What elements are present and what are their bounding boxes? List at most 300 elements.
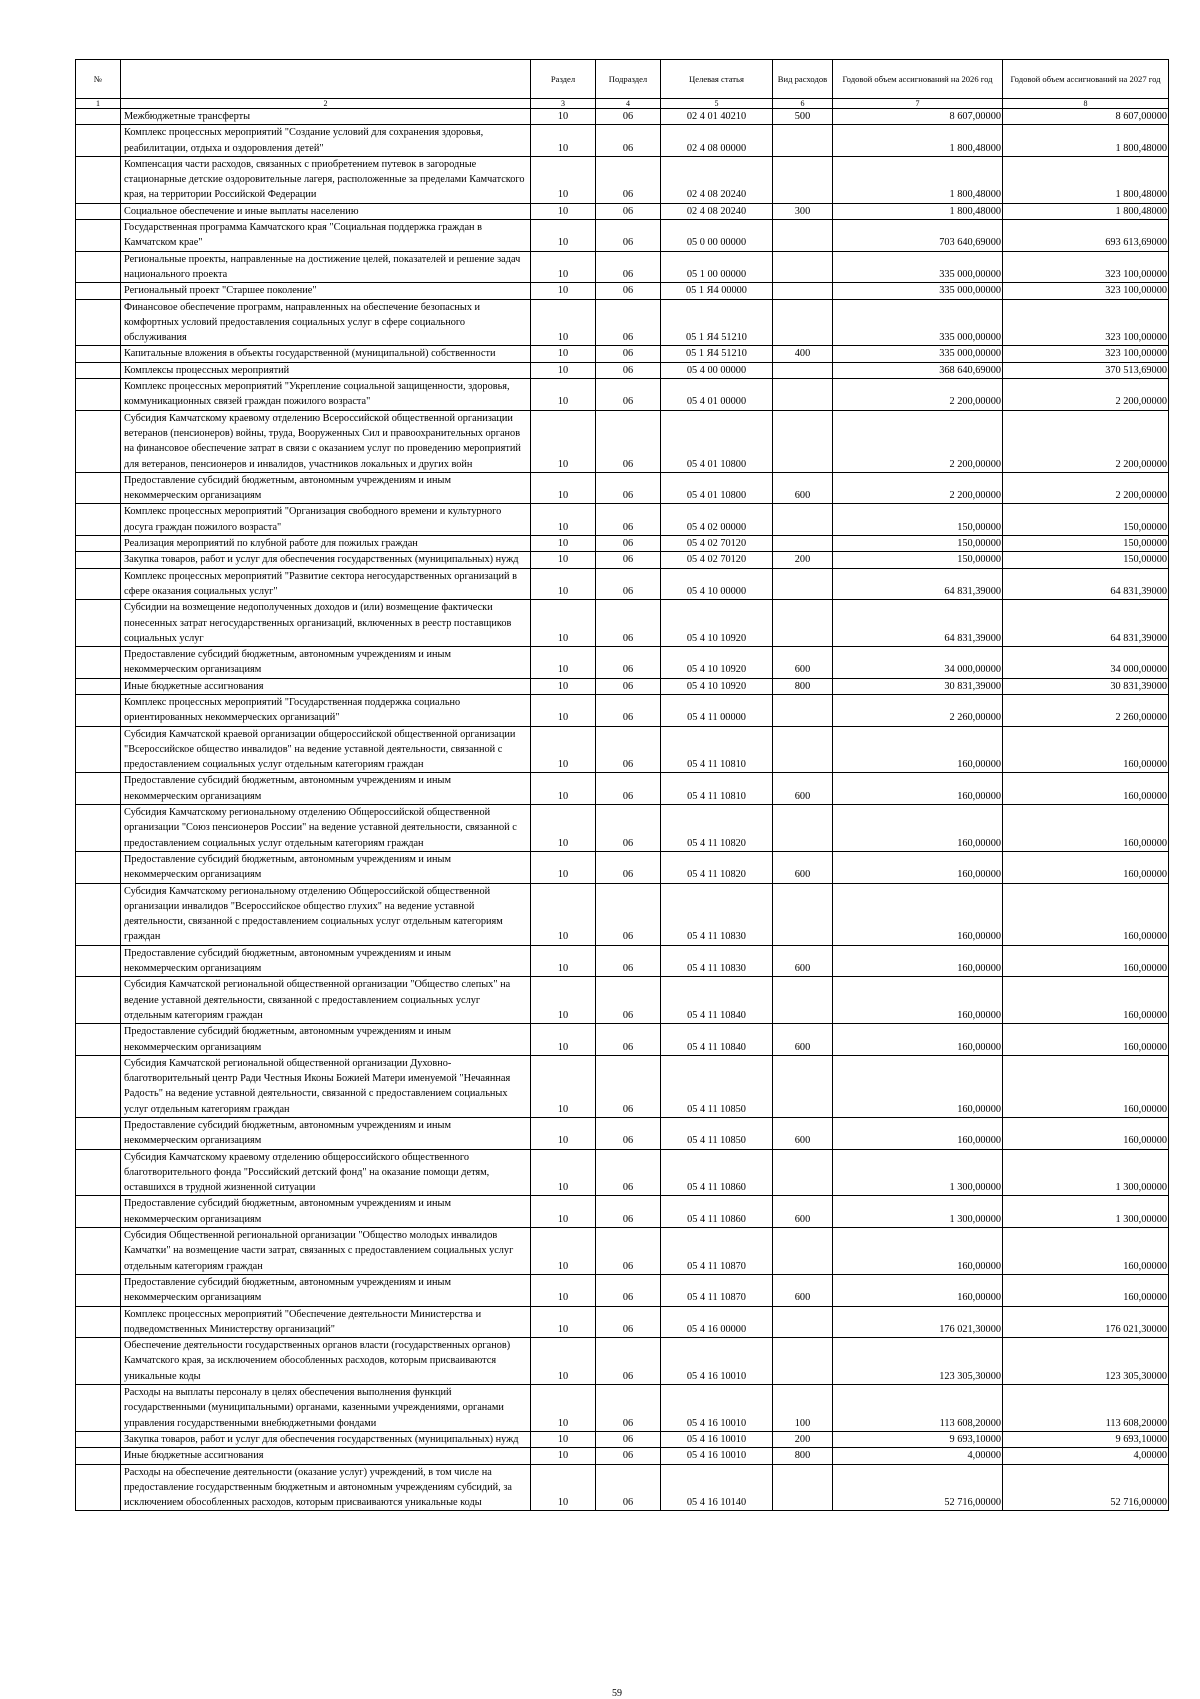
table-row [76,109,1169,125]
cell-no [76,109,121,125]
cell-name: Субсидия Камчатской региональной общественной организации Духовно-благотворительный центр Ради Честныя Иконы Божией Матери именуемой "Нечаянная Радость" на ведение уставной деятельности, связанной с предоставлением социальных услуг отдельным категориям граждан [121,1055,531,1117]
cell-expense-type [773,362,833,378]
cell-section: 10 [531,1055,596,1117]
cell-volume-2026: 335 000,00000 [833,346,1003,362]
table-row [76,568,1169,600]
cell-volume-2026: 703 640,69000 [833,220,1003,252]
cell-subsection: 06 [596,472,661,504]
cell-section: 10 [531,1274,596,1306]
cell-subsection: 06 [596,647,661,679]
cell-volume-2027: 323 100,00000 [1003,251,1169,283]
cell-subsection: 06 [596,805,661,852]
cell-volume-2027: 64 831,39000 [1003,568,1169,600]
budget-document [75,59,1169,1511]
cell-volume-2026: 335 000,00000 [833,299,1003,346]
cell-subsection: 06 [596,203,661,219]
cell-no [76,251,121,283]
cell-section: 10 [531,1431,596,1447]
cell-volume-2027: 323 100,00000 [1003,346,1169,362]
cell-expense-type [773,694,833,726]
cell-name: Субсидия Камчатской краевой организации общероссийской общественной организации "Всероссийское общество инвалидов" на ведение уставной деятельности, связанной с предоставлением социальных услуг отдельным категориям граждан [121,726,531,773]
cell-section: 10 [531,203,596,219]
cell-name: Комплекс процессных мероприятий "Государственная поддержка социально ориентированных некоммерческих организаций" [121,694,531,726]
cell-target-article: 05 4 10 00000 [661,568,773,600]
cell-no [76,1118,121,1150]
page-number: 59 [612,1688,622,1699]
table-row [76,1464,1169,1511]
cell-target-article: 05 4 16 00000 [661,1306,773,1338]
cell-expense-type [773,1149,833,1196]
cell-name: Предоставление субсидий бюджетным, автономным учреждениям и иным некоммерческим организациям [121,647,531,679]
cell-volume-2026: 160,00000 [833,726,1003,773]
cell-section: 10 [531,1118,596,1150]
cell-volume-2026: 160,00000 [833,1228,1003,1275]
table-row [76,552,1169,568]
cell-expense-type [773,1228,833,1275]
cell-no [76,1448,121,1464]
cell-volume-2026: 9 693,10000 [833,1431,1003,1447]
cell-section: 10 [531,977,596,1024]
table-row [76,156,1169,203]
table-row [76,203,1169,219]
cell-target-article: 05 4 11 10850 [661,1118,773,1150]
cell-section: 10 [531,1306,596,1338]
cell-name: Комплекс процессных мероприятий "Организация свободного времени и культурного досуга граждан пожилого возраста" [121,504,531,536]
cell-volume-2027: 693 613,69000 [1003,220,1169,252]
cell-volume-2026: 1 800,48000 [833,156,1003,203]
cell-expense-type: 600 [773,1024,833,1056]
cell-subsection: 06 [596,1196,661,1228]
cell-name: Субсидия Общественной региональной организации "Общество молодых инвалидов Камчатки" на возмещение части затрат, связанных с предоставлением социальных услуг отдельным категориям граждан [121,1228,531,1275]
cell-volume-2027: 160,00000 [1003,883,1169,945]
cell-subsection: 06 [596,1306,661,1338]
cell-target-article: 05 4 02 70120 [661,552,773,568]
cell-volume-2027: 1 800,48000 [1003,156,1169,203]
header-num-2: 2 [121,99,531,109]
cell-target-article: 05 4 01 10800 [661,472,773,504]
cell-volume-2027: 150,00000 [1003,504,1169,536]
table-row [76,1385,1169,1432]
table-row [76,283,1169,299]
cell-name: Предоставление субсидий бюджетным, автономным учреждениям и иным некоммерческим организациям [121,1024,531,1056]
cell-expense-type: 500 [773,109,833,125]
table-row [76,1024,1169,1056]
cell-volume-2027: 323 100,00000 [1003,299,1169,346]
cell-volume-2026: 160,00000 [833,773,1003,805]
cell-section: 10 [531,600,596,647]
cell-name: Субсидия Камчатскому региональному отделению Общероссийской общественной организации "Союз пенсионеров России" на ведение уставной деятельности, связанной с предоставлением социальных услуг отдельным категориям граждан [121,805,531,852]
cell-subsection: 06 [596,1228,661,1275]
cell-volume-2027: 160,00000 [1003,1055,1169,1117]
header-name [121,60,531,99]
cell-volume-2026: 160,00000 [833,1274,1003,1306]
header-target-article: Целевая статья [661,60,773,99]
table-row [76,220,1169,252]
cell-expense-type [773,568,833,600]
cell-no [76,362,121,378]
table-row [76,504,1169,536]
cell-name: Предоставление субсидий бюджетным, автономным учреждениям и иным некоммерческим организациям [121,773,531,805]
header-volume-2026: Годовой объем ассигнований на 2026 год [833,60,1003,99]
cell-target-article: 02 4 01 40210 [661,109,773,125]
cell-volume-2027: 113 608,20000 [1003,1385,1169,1432]
table-row [76,647,1169,679]
cell-subsection: 06 [596,1118,661,1150]
cell-subsection: 06 [596,1149,661,1196]
cell-name: Комплекс процессных мероприятий "Обеспечение деятельности Министерства и подведомственных Министерству организаций" [121,1306,531,1338]
table-row [76,1055,1169,1117]
cell-volume-2026: 335 000,00000 [833,283,1003,299]
cell-name: Иные бюджетные ассигнования [121,1448,531,1464]
cell-volume-2026: 150,00000 [833,552,1003,568]
cell-no [76,299,121,346]
cell-subsection: 06 [596,251,661,283]
cell-no [76,678,121,694]
cell-volume-2027: 160,00000 [1003,851,1169,883]
cell-expense-type: 800 [773,678,833,694]
cell-no [76,1274,121,1306]
cell-name: Государственная программа Камчатского края "Социальная поддержка граждан в Камчатском крае" [121,220,531,252]
cell-subsection: 06 [596,1464,661,1511]
cell-section: 10 [531,125,596,157]
cell-name: Субсидия Камчатскому региональному отделению Общероссийской общественной организации инвалидов "Всероссийское общество глухих" на ведение уставной деятельности, связанной с предоставлением социальных услуг отдельным категориям граждан [121,883,531,945]
cell-volume-2027: 2 260,00000 [1003,694,1169,726]
cell-no [76,1149,121,1196]
cell-subsection: 06 [596,851,661,883]
cell-no [76,647,121,679]
cell-volume-2026: 150,00000 [833,504,1003,536]
cell-expense-type: 400 [773,346,833,362]
cell-volume-2026: 160,00000 [833,1118,1003,1150]
cell-subsection: 06 [596,694,661,726]
cell-name: Предоставление субсидий бюджетным, автономным учреждениям и иным некоммерческим организациям [121,472,531,504]
cell-target-article: 05 4 11 10810 [661,773,773,805]
cell-expense-type [773,977,833,1024]
table-row [76,379,1169,411]
cell-expense-type [773,883,833,945]
cell-target-article: 05 4 02 70120 [661,536,773,552]
cell-subsection: 06 [596,379,661,411]
cell-no [76,851,121,883]
cell-volume-2026: 160,00000 [833,883,1003,945]
cell-volume-2027: 160,00000 [1003,726,1169,773]
cell-volume-2026: 160,00000 [833,851,1003,883]
table-row [76,694,1169,726]
cell-target-article: 02 4 08 20240 [661,203,773,219]
cell-target-article: 05 4 11 10830 [661,945,773,977]
cell-name: Предоставление субсидий бюджетным, автономным учреждениям и иным некоммерческим организациям [121,851,531,883]
cell-section: 10 [531,568,596,600]
cell-expense-type: 600 [773,1274,833,1306]
cell-volume-2026: 52 716,00000 [833,1464,1003,1511]
cell-no [76,1055,121,1117]
cell-subsection: 06 [596,156,661,203]
cell-target-article: 05 4 01 10800 [661,410,773,472]
cell-expense-type [773,504,833,536]
header-num-3: 3 [531,99,596,109]
cell-section: 10 [531,851,596,883]
table-row [76,977,1169,1024]
table-row [76,125,1169,157]
cell-section: 10 [531,647,596,679]
cell-name: Предоставление субсидий бюджетным, автономным учреждениям и иным некоммерческим организациям [121,945,531,977]
cell-subsection: 06 [596,600,661,647]
cell-no [76,1024,121,1056]
cell-no [76,379,121,411]
cell-expense-type: 200 [773,552,833,568]
cell-section: 10 [531,1196,596,1228]
cell-volume-2027: 160,00000 [1003,977,1169,1024]
cell-section: 10 [531,536,596,552]
table-row [76,1448,1169,1464]
cell-no [76,694,121,726]
table-row [76,1338,1169,1385]
cell-section: 10 [531,299,596,346]
cell-target-article: 05 4 10 10920 [661,647,773,679]
header-expense-type: Вид расходов [773,60,833,99]
cell-subsection: 06 [596,1385,661,1432]
table-row [76,600,1169,647]
cell-subsection: 06 [596,945,661,977]
cell-volume-2027: 2 200,00000 [1003,410,1169,472]
cell-expense-type [773,726,833,773]
cell-section: 10 [531,883,596,945]
cell-subsection: 06 [596,504,661,536]
cell-name: Предоставление субсидий бюджетным, автономным учреждениям и иным некоммерческим организациям [121,1274,531,1306]
cell-target-article: 02 4 08 20240 [661,156,773,203]
cell-section: 10 [531,410,596,472]
cell-no [76,1338,121,1385]
cell-expense-type: 600 [773,472,833,504]
cell-target-article: 05 4 11 10860 [661,1149,773,1196]
cell-volume-2026: 1 300,00000 [833,1196,1003,1228]
cell-name: Региональные проекты, направленные на достижение целей, показателей и решение задач национального проекта [121,251,531,283]
cell-volume-2026: 176 021,30000 [833,1306,1003,1338]
table-row [76,1196,1169,1228]
cell-subsection: 06 [596,1024,661,1056]
cell-target-article: 05 0 00 00000 [661,220,773,252]
cell-volume-2027: 34 000,00000 [1003,647,1169,679]
cell-section: 10 [531,379,596,411]
cell-target-article: 05 4 11 00000 [661,694,773,726]
cell-section: 10 [531,726,596,773]
cell-no [76,203,121,219]
cell-section: 10 [531,1024,596,1056]
cell-expense-type: 200 [773,1431,833,1447]
cell-target-article: 05 4 16 10010 [661,1385,773,1432]
cell-target-article: 05 4 11 10870 [661,1274,773,1306]
cell-volume-2026: 2 260,00000 [833,694,1003,726]
cell-section: 10 [531,346,596,362]
table-row [76,1431,1169,1447]
cell-subsection: 06 [596,678,661,694]
cell-name: Субсидия Камчатскому краевому отделению Всероссийской общественной организации ветеранов (пенсионеров) войны, труда, Вооруженных Сил и правоохранительных органов на финансовое обеспечение затрат в связи с оказанием услуг по проведению мероприятий для ветеранов, пенсионеров и инвалидов, участников локальных и других войн [121,410,531,472]
table-row [76,805,1169,852]
cell-target-article: 05 4 11 10820 [661,805,773,852]
cell-volume-2026: 160,00000 [833,805,1003,852]
cell-name: Закупка товаров, работ и услуг для обеспечения государственных (муниципальных) нужд [121,552,531,568]
cell-subsection: 06 [596,773,661,805]
header-no: № [76,60,121,99]
table-row [76,346,1169,362]
cell-name: Финансовое обеспечение программ, направленных на обеспечение безопасных и комфортных условий предоставления социальных услуг в сфере социального обслуживания [121,299,531,346]
cell-no [76,346,121,362]
cell-subsection: 06 [596,410,661,472]
cell-no [76,1228,121,1275]
cell-no [76,472,121,504]
cell-volume-2026: 64 831,39000 [833,568,1003,600]
table-row [76,472,1169,504]
cell-volume-2027: 370 513,69000 [1003,362,1169,378]
header-volume-2027: Годовой объем ассигнований на 2027 год [1003,60,1169,99]
cell-target-article: 05 4 16 10010 [661,1448,773,1464]
cell-target-article: 05 4 01 00000 [661,379,773,411]
cell-no [76,504,121,536]
cell-volume-2027: 160,00000 [1003,805,1169,852]
cell-volume-2026: 335 000,00000 [833,251,1003,283]
cell-subsection: 06 [596,283,661,299]
cell-expense-type [773,805,833,852]
cell-no [76,883,121,945]
table-row [76,678,1169,694]
table-row [76,362,1169,378]
header-num-8: 8 [1003,99,1169,109]
cell-target-article: 05 4 10 10920 [661,678,773,694]
cell-volume-2027: 160,00000 [1003,945,1169,977]
cell-name: Компенсация части расходов, связанных с приобретением путевок в загородные стационарные детские оздоровительные лагеря, расположенные за пределами Камчатского края, на территории Российской Федерации [121,156,531,203]
cell-expense-type [773,156,833,203]
cell-section: 10 [531,945,596,977]
cell-no [76,977,121,1024]
cell-volume-2027: 150,00000 [1003,552,1169,568]
cell-volume-2027: 1 300,00000 [1003,1196,1169,1228]
cell-expense-type [773,379,833,411]
cell-subsection: 06 [596,883,661,945]
cell-section: 10 [531,1448,596,1464]
cell-volume-2026: 30 831,39000 [833,678,1003,694]
cell-name: Комплекс процессных мероприятий "Развитие сектора негосударственных организаций в сфере оказания социальных услуг" [121,568,531,600]
cell-no [76,1464,121,1511]
cell-volume-2027: 64 831,39000 [1003,600,1169,647]
cell-no [76,283,121,299]
cell-subsection: 06 [596,536,661,552]
cell-expense-type: 600 [773,773,833,805]
cell-expense-type: 600 [773,647,833,679]
cell-section: 10 [531,220,596,252]
cell-target-article: 05 4 16 10140 [661,1464,773,1511]
cell-name: Субсидия Камчатской региональной общественной организации "Общество слепых" на ведение уставной деятельности, связанной с предоставлением социальных услуг отдельным категориям граждан [121,977,531,1024]
cell-volume-2027: 4,00000 [1003,1448,1169,1464]
cell-target-article: 05 1 Я4 00000 [661,283,773,299]
cell-volume-2027: 9 693,10000 [1003,1431,1169,1447]
cell-section: 10 [531,773,596,805]
cell-volume-2027: 323 100,00000 [1003,283,1169,299]
table-row [76,1306,1169,1338]
cell-expense-type [773,220,833,252]
cell-no [76,552,121,568]
cell-volume-2026: 4,00000 [833,1448,1003,1464]
cell-section: 10 [531,1385,596,1432]
cell-expense-type [773,125,833,157]
cell-section: 10 [531,694,596,726]
cell-target-article: 05 4 11 10820 [661,851,773,883]
cell-name: Комплекс процессных мероприятий "Создание условий для сохранения здоровья, реабилитации, отдыха и оздоровления детей" [121,125,531,157]
cell-target-article: 05 4 11 10830 [661,883,773,945]
cell-target-article: 05 4 11 10840 [661,977,773,1024]
cell-section: 10 [531,362,596,378]
cell-target-article: 05 4 16 10010 [661,1431,773,1447]
cell-section: 10 [531,283,596,299]
cell-expense-type [773,283,833,299]
cell-expense-type [773,536,833,552]
cell-volume-2026: 1 800,48000 [833,203,1003,219]
cell-subsection: 06 [596,568,661,600]
cell-section: 10 [531,504,596,536]
cell-volume-2027: 1 300,00000 [1003,1149,1169,1196]
cell-volume-2027: 160,00000 [1003,1118,1169,1150]
cell-subsection: 06 [596,346,661,362]
cell-expense-type [773,600,833,647]
table-body [76,109,1169,1511]
cell-no [76,1385,121,1432]
cell-name: Расходы на обеспечение деятельности (оказание услуг) учреждений, в том числе на предоставление государственным бюджетным и автономным учреждениям субсидий, за исключением обособленных расходов, которым присваиваются уникальные коды [121,1464,531,1511]
cell-subsection: 06 [596,1338,661,1385]
header-subsection: Подраздел [596,60,661,99]
cell-volume-2026: 368 640,69000 [833,362,1003,378]
cell-name: Комплексы процессных мероприятий [121,362,531,378]
cell-expense-type: 600 [773,1196,833,1228]
cell-section: 10 [531,1228,596,1275]
cell-volume-2026: 64 831,39000 [833,600,1003,647]
table-row [76,410,1169,472]
cell-no [76,156,121,203]
cell-volume-2027: 160,00000 [1003,1228,1169,1275]
cell-expense-type: 600 [773,851,833,883]
cell-expense-type: 800 [773,1448,833,1464]
cell-expense-type [773,299,833,346]
cell-subsection: 06 [596,1055,661,1117]
table-header [76,60,1169,109]
cell-expense-type [773,251,833,283]
cell-no [76,125,121,157]
cell-name: Региональный проект "Старшее поколение" [121,283,531,299]
cell-expense-type: 300 [773,203,833,219]
cell-volume-2026: 160,00000 [833,977,1003,1024]
cell-volume-2026: 160,00000 [833,945,1003,977]
cell-volume-2027: 1 800,48000 [1003,203,1169,219]
table-row [76,1274,1169,1306]
header-num-4: 4 [596,99,661,109]
table-row [76,945,1169,977]
cell-volume-2026: 1 300,00000 [833,1149,1003,1196]
header-num-7: 7 [833,99,1003,109]
cell-subsection: 06 [596,299,661,346]
cell-subsection: 06 [596,220,661,252]
cell-name: Предоставление субсидий бюджетным, автономным учреждениям и иным некоммерческим организациям [121,1196,531,1228]
cell-expense-type: 600 [773,1118,833,1150]
cell-volume-2027: 2 200,00000 [1003,379,1169,411]
cell-subsection: 06 [596,1448,661,1464]
cell-no [76,220,121,252]
cell-volume-2027: 160,00000 [1003,1274,1169,1306]
cell-subsection: 06 [596,1274,661,1306]
cell-expense-type [773,410,833,472]
cell-volume-2026: 2 200,00000 [833,472,1003,504]
cell-name: Социальное обеспечение и иные выплаты населению [121,203,531,219]
cell-section: 10 [531,472,596,504]
cell-no [76,805,121,852]
cell-volume-2026: 34 000,00000 [833,647,1003,679]
